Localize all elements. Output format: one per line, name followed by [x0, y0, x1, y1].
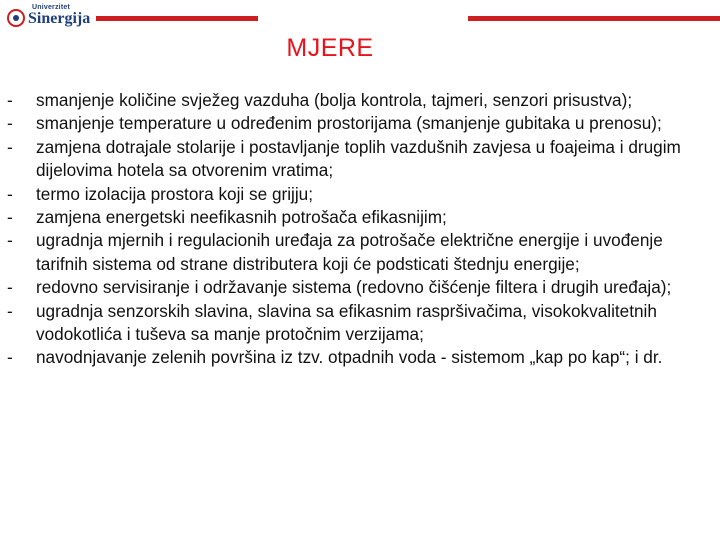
list-item	[0, 206, 720, 229]
header-divider-right	[468, 16, 720, 21]
bullet-dash: -	[7, 207, 13, 228]
list-item-text: ugradnja senzorskih slavina, slavina sa efikasnim raspršivačima, visokokvalitetnih vodokotlića i tuševa sa manje protočnim verzijama;	[36, 300, 657, 345]
list-item	[0, 276, 720, 299]
bullet-dash: -	[7, 300, 13, 321]
page-title-text: MJERE	[286, 34, 374, 62]
list-item	[0, 183, 720, 206]
list-item	[0, 112, 720, 135]
university-logo	[6, 4, 96, 32]
list-item-text: redovno servisiranje i održavanje sistema (redovno čišćenje filtera i drugih uređaja);	[36, 277, 672, 298]
bullet-dash: -	[7, 113, 13, 134]
list-item-text: zamjena dotrajale stolarije i postavljanje toplih vazdušnih zavjesa u foajeima i drugim dijelovima hotela sa otvorenim vratima;	[36, 136, 681, 181]
bullet-dash: -	[7, 136, 13, 157]
list-item-text: smanjenje količine svježeg vazduha (bolja kontrola, tajmeri, senzori prisustva);	[36, 90, 633, 110]
list-item	[0, 136, 720, 183]
bullet-dash: -	[7, 183, 13, 204]
measures-list	[0, 89, 720, 370]
logo-subtitle: Univerzitet	[32, 4, 70, 11]
page-title	[0, 34, 660, 63]
list-item-text: smanjenje temperature u određenim prostorijama (smanjenje gubitaka u prenosu);	[36, 113, 662, 134]
sinergija-logo-icon	[6, 8, 26, 28]
list-item-text: termo izolacija prostora koji se grijju;	[36, 183, 314, 204]
list-item	[0, 89, 720, 112]
logo-wordmark: Sinergija	[28, 10, 91, 27]
header-divider-left	[96, 16, 258, 21]
bullet-dash: -	[7, 90, 13, 110]
list-item	[0, 300, 720, 347]
bullet-dash: -	[7, 347, 13, 368]
bullet-dash: -	[7, 277, 13, 298]
list-item-text: ugradnja mjernih i regulacionih uređaja za potrošače električne energije i uvođenje tarifnih sistema od strane distributera koji će podsticati štednju energije;	[36, 230, 663, 274]
list-item	[0, 346, 720, 369]
list-item-text: navodnjavanje zelenih površina iz tzv. otpadnih voda - sistemom „kap po kap“; i dr.	[36, 347, 663, 368]
list-item	[0, 229, 720, 276]
list-item-text: zamjena energetski neefikasnih potrošača efikasnijim;	[36, 207, 447, 228]
bullet-dash: -	[7, 230, 13, 251]
